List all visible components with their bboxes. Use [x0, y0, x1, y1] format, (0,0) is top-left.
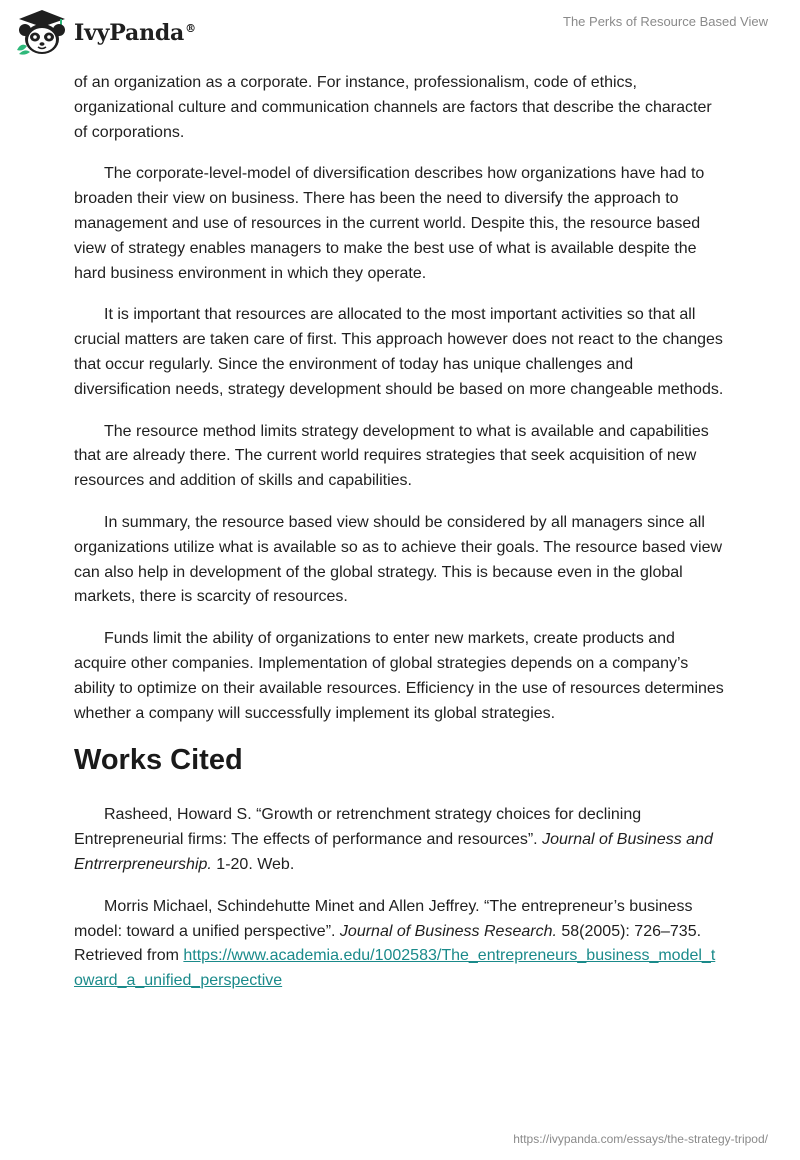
citation-link[interactable]: https://www.academia.edu/1002583/The_entrepreneurs_business_model_toward_a_unified_perspective	[74, 947, 716, 990]
document-title: The Perks of Resource Based View	[563, 14, 768, 29]
works-cited-heading: Works Cited	[74, 744, 243, 777]
footer-url: https://ivypanda.com/essays/the-strategy-tripod/	[513, 1132, 768, 1146]
citation-text: Morris Michael, Schindehutte Minet and Allen Jeffrey. “The entrepreneur’s business model: toward a unified perspective”.	[74, 897, 693, 940]
citation-entry	[74, 895, 724, 994]
paragraph: The resource method limits strategy development to what is available and capabilities that are already there. The current world requires strategies that seek acquisition of new resources and addition of skills and capabilities.	[74, 422, 709, 490]
citation-journal: Journal of Business Research.	[339, 922, 557, 940]
citation-entry	[74, 803, 724, 877]
citation-tail: 1-20. Web.	[211, 855, 295, 873]
page-header	[0, 0, 800, 70]
paragraph: In summary, the resource based view should be considered by all managers since all organizations utilize what is available so as to achieve their goals. The resource based view can also help in development of the global strategy. This is because even in the global markets, there is scarcity of resources.	[74, 513, 723, 606]
citation-tail: 58(2005): 726–735. Retrieved from	[74, 922, 702, 965]
brand-name: IvyPanda®	[74, 20, 196, 46]
ivypanda-logo[interactable]	[15, 8, 196, 56]
paragraph: It is important that resources are allocated to the most important activities so that all crucial matters are taken care of first. This approach however does not react to the changes that occur regularly. Since the environment of today has unique challenges and diversification needs, strategy development should be based on more changeable methods.	[74, 306, 724, 398]
paragraph: of an organization as a corporate. For instance, professionalism, code of ethics, organizational culture and communication channels are factors that describe the character of corporations.	[74, 74, 712, 141]
citation-text: Rasheed, Howard S. “Growth or retrenchment strategy choices for declining Entrepreneurial firms: The effects of performance and resources”.	[74, 806, 642, 849]
essay-content	[74, 71, 724, 1011]
panda-logo-icon	[15, 8, 69, 56]
paragraph: Funds limit the ability of organizations to enter new markets, create products and acquire other companies. Implementation of global strategies depends on a company’s ability to optimize on their available resources. Efficiency in the use of resources determines whether a company will successfully implement its global strategies.	[74, 630, 724, 722]
citation-journal: Journal of Business and Entrrerpreneurship.	[74, 831, 713, 873]
paragraph: The corporate-level-model of diversification describes how organizations have had to broaden their view on business. There has been the need to diversify the approach to management and use of resources in the current world. Despite this, the resource based view of strategy enables managers to make the best use of what is available despite the hard business environment in which they operate.	[74, 165, 705, 282]
